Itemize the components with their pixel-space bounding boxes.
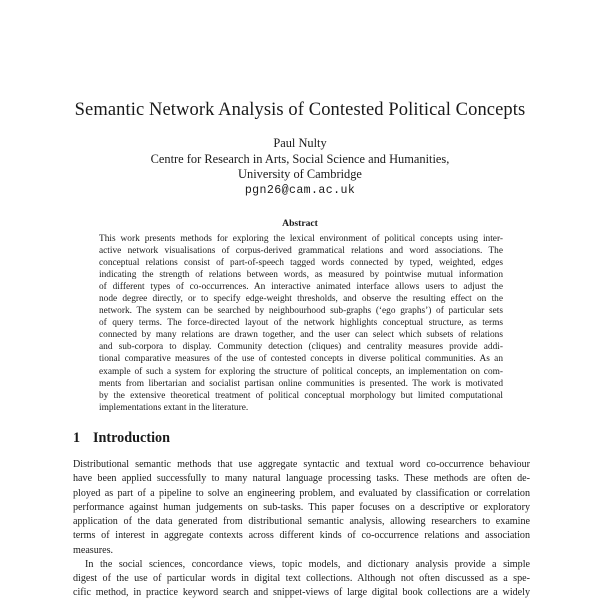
abstract-line: example of such a system for exploring the structure of political concepts, an implementation on com- xyxy=(99,366,503,377)
abstract-line: node degree directly, or to specify edge-weight thresholds, and observe the resulting effect on the xyxy=(99,294,503,305)
abstract-line: connected by many relations are drawn together, and the user can select which subsets of relations xyxy=(99,330,503,341)
body-line: ployed as part of a pipeline to solve an engineering problem, and evaluated by classification or correlation xyxy=(73,487,530,499)
section-heading xyxy=(73,430,170,447)
abstract-line: network. The system can be searched by neighbourhood sub-graphs (‘ego graphs’) of particular sets xyxy=(99,306,503,317)
body-line: cific method, in practice keyword search and snippet-views of large digital book collections are a widely xyxy=(73,587,530,599)
abstract-line: by the extensive theoretical treatment of political conceptual morphology but limited computational xyxy=(99,390,503,401)
body-line: application of the data generated from distributional semantic analysis, allowing researchers to examine xyxy=(73,516,530,527)
abstract-line: of different types of co-occurrences. An interactive animated interface allows users to adjust the xyxy=(99,282,503,293)
body-line: digest of the use of particular words in digital text collections. Although not often discussed as a spe- xyxy=(73,573,530,584)
section-number: 1 xyxy=(73,430,81,446)
body-line: performance against human judgements on sub-tasks. This paper focuses on a descriptive or exploratory xyxy=(73,501,530,513)
body-line: have been applied successfully to many natural language processing tasks. These methods are often de- xyxy=(73,473,530,485)
body-text xyxy=(73,458,530,600)
author-institution: University of Cambridge xyxy=(238,167,362,181)
body-line: measures. xyxy=(73,544,114,556)
author-email: pgn26@cam.ac.uk xyxy=(244,183,356,197)
abstract-line: conceptual relations consist of part-of-speech tagged words connected by typed, weighted, edges xyxy=(99,258,503,269)
author-name: Paul Nulty xyxy=(273,136,327,150)
paper-title: Semantic Network Analysis of Contested Political Concepts xyxy=(74,100,526,120)
abstract-line: tional comparative measures of the use of contested concepts in diverse political communities. As an xyxy=(99,354,503,365)
abstract-line: This work presents methods for exploring the lexical environment of political concepts using inter- xyxy=(99,234,503,244)
abstract-text xyxy=(99,233,503,414)
body-line: terms of interest in aggregate contexts across different kinds of co-occurrence relations and association xyxy=(73,530,530,542)
section-title: Introduction xyxy=(93,430,170,446)
abstract-line: indicating the strength of relations between words, as measured by pointwise mutual information xyxy=(99,270,503,281)
abstract-line: of query terms. The force-directed layout of the network highlights conceptual structure, as terms xyxy=(99,318,503,329)
body-line: Distributional semantic methods that use aggregate syntactic and textual word co-occurrence behaviour xyxy=(73,459,530,470)
abstract-heading: Abstract xyxy=(282,218,318,229)
author-affiliation: Centre for Research in Arts, Social Science and Humanities, xyxy=(150,151,450,166)
body-line: In the social sciences, concordance views, topic models, and dictionary analysis provide a simple xyxy=(85,558,530,570)
abstract-line: active network visualisations of corpus-derived grammatical relations and word associations. The xyxy=(99,246,503,257)
author-block xyxy=(0,136,600,198)
abstract-line: and sub-corpora to display. Community detection (cliques) and centrality measures provide addi- xyxy=(99,342,503,353)
abstract-line: implementations extant in the literature. xyxy=(99,402,249,413)
abstract-line: ments from libertarian and socialist partisan online communities is presented. The work is motivated xyxy=(99,378,503,389)
